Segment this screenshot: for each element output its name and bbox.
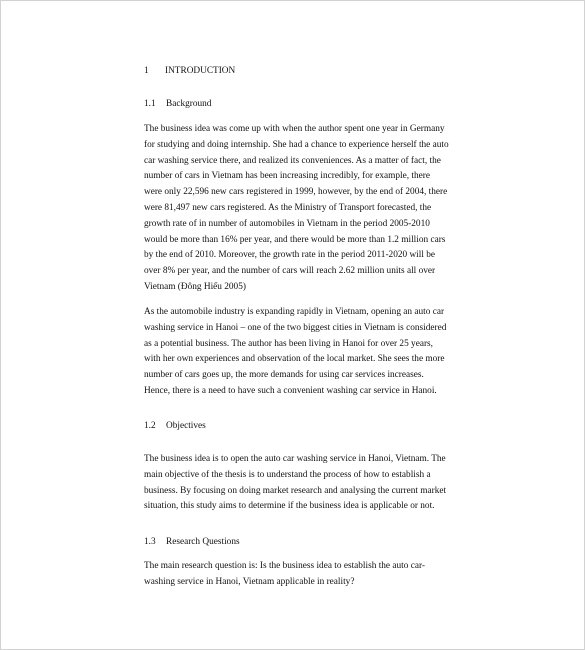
section-heading-background [144,98,211,111]
section-title: INTRODUCTION [165,66,236,76]
text-line: with her own experiences and observation of the local market. She sees the more [144,354,445,365]
text-line: for studying and doing internship. She had a chance to experience herself the auto [144,139,449,150]
objectives-paragraph [144,452,446,515]
text-line: washing service in Hanoi, Vietnam applicable in reality? [144,576,355,587]
text-line: as a potential business. The author has been living in Hanoi for over 25 years, [144,338,433,349]
text-line: were only 22,596 new cars registered in 1999, however, by the end of 2004, there [144,187,448,198]
section-heading-research-questions [144,536,240,549]
text-line: were 81,497 new cars registered. As the Ministry of Transport forecasted, the [144,202,432,213]
text-line: main objective of the thesis is to understand the process of how to establish a [144,469,431,480]
text-line: would be more than 16% per year, and there would be more than 1.2 million cars [144,234,446,245]
section-number: 1 [144,66,149,76]
text-line: The business idea is to open the auto car washing service in Hanoi, Vietnam. The [144,454,446,464]
text-line: The business idea was come up with when the author spent one year in Germany [144,124,445,134]
text-line: over 8% per year, and the number of cars will reach 2.62 million units all over [144,266,436,277]
section-number: 1.2 [144,421,156,431]
text-line: situation, this study aims to determine if the business idea is applicable or not. [144,501,435,512]
text-line: by the end of 2010. Moreover, the growth rate in the period 2011-2020 will be [144,250,436,261]
research-questions-paragraph [144,559,425,591]
text-line: business. By focusing on doing market research and analysing the current market [144,485,447,496]
text-line: Hence, there is a need to have such a convenient washing car service in Hanoi. [144,385,437,396]
text-line: number of cars goes up, the more demands for using car services increases. [144,370,424,381]
text-line: Vietnam (Đông Hiếu 2005) [144,281,246,292]
text-line: The main research question is: Is the business idea to establish the auto car- [144,561,425,571]
text-line: car washing service there, and realized its conveniences. As a matter of fact, the [144,155,441,166]
section-title: Background [166,99,212,109]
background-paragraph-1 [144,122,449,296]
text-line: growth rate of in number of automobiles in Vietnam in the period 2005-2010 [144,218,430,229]
text-line: number of cars in Vietnam has been increasing incredibly, for example, there [144,171,430,182]
section-title: Objectives [166,421,206,431]
section-title: Research Questions [166,537,240,547]
text-line: As the automobile industry is expanding rapidly in Vietnam, opening an auto car [144,307,445,317]
text-line: washing service in Hanoi – one of the two biggest cities in Vietnam is considered [144,322,447,333]
section-heading-objectives [144,420,206,433]
background-paragraph-2 [144,305,446,400]
section-number: 1.1 [144,99,156,109]
section-heading-introduction [144,65,235,78]
section-number: 1.3 [144,537,156,547]
